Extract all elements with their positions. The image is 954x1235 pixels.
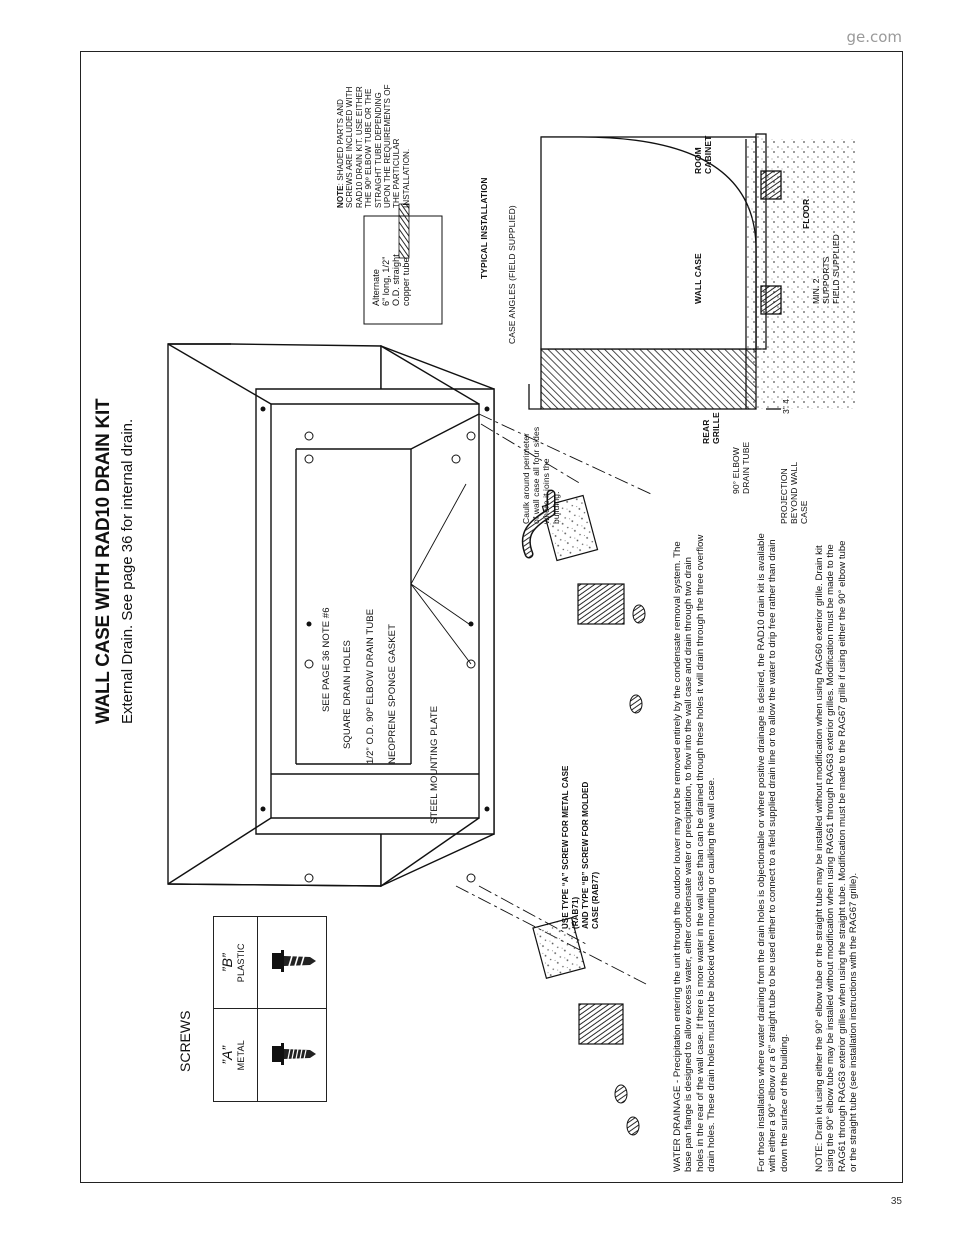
supports-label: MIN. 2 SUPPORTS FIELD SUPPLIED — [811, 234, 841, 304]
grille-note-paragraph: NOTE: Drain kit using either the 90° elbow tube or the straight tube may be installed without modification when using RAG60 exterior grille. Drain kit using the 90° elbow tube may be installed without modification when using RAG61 through RAG63 exterior grilles. Modification must be made to the RAG61 through RAG63 exterior grilles when using the straight tube. Modification must be made to the RAG67 grille if using either the 90° elbow tube or the straight tube (see installation instructions with the RAG67 grille). — [814, 540, 859, 1172]
elbow-drain-tube-label: 90° ELBOW DRAIN TUBE — [731, 441, 751, 494]
alternate-line-3: O.D. straight — [391, 254, 401, 306]
alternate-tube-note — [371, 216, 411, 306]
case-angles-label: CASE ANGLES (FIELD SUPPLIED) — [507, 205, 517, 344]
floor-label: FLOOR — [801, 198, 811, 229]
screw-a-label: ”A” — [219, 1045, 235, 1065]
drain-kit-paragraph: For those installations where water draining from the drain holes is objectionable or where positive drainage is desired, the RAD10 drain kit is available with either a 90° elbow or a 6” straight tube to be used either to connect to a field supplied drain line or to allow the water to drip free rather than drain down the surface of the building. — [756, 533, 790, 1172]
screw-type-note — [561, 759, 601, 929]
projection-dimension — [781, 399, 791, 414]
shaded-note-text: : SHADED PARTS AND SCREWS ARE INCLUDED WITH RAD10 DRAIN KIT. USE EITHER THE 90º ELBOW TUBE OR THE STRAIGHT TUBE DEPENDING UPON THE REQUIREMENTS OF THE PARTICULAR INSTALLATION. — [336, 84, 411, 208]
alternate-line-1: Alternate — [371, 269, 381, 306]
alternate-line-2: 6” long, 1/2” — [381, 256, 391, 306]
alternate-line-4: copper tube. — [401, 254, 411, 306]
page-subtitle: External Drain. See page 36 for internal drain. — [119, 418, 136, 724]
caulk-note: Caulk around perimeter of wall case all four sides where it joins the building. — [521, 426, 561, 524]
page-title: WALL CASE WITH RAD10 DRAIN KIT — [93, 398, 114, 724]
screw-a-material: METAL — [236, 1040, 246, 1071]
diagram-frame — [80, 51, 903, 1183]
screw-type-note-line-1: USE TYPE “A” SCREW FOR METAL CASE (RAB71) — [561, 765, 580, 929]
dimension-whole: 3” — [781, 406, 791, 414]
site-link[interactable]: ge.com — [846, 28, 902, 46]
rear-grille-label: REAR GRILLE — [701, 412, 721, 444]
shaded-note-label: NOTE — [336, 185, 345, 208]
elbow-tube-label: 1/2” O.D. 90º ELBOW DRAIN TUBE — [365, 608, 376, 764]
typical-installation-title: TYPICAL INSTALLATION — [479, 177, 489, 279]
dimension-fraction: 4 — [781, 398, 791, 404]
shaded-parts-note — [336, 80, 411, 208]
screws-label: SCREWS — [177, 1010, 193, 1072]
rotated-page-content — [81, 52, 903, 1183]
water-drainage-paragraph: WATER DRAINAGE - Precipitation entering the unit through the outdoor louver may not be removed entirely by the condensate removal system. The base pan flange is designed to allow excess water, either condensate water or precipitation, to flow into the wall case and drain through two drain holes in the rear of the wall case. If there is more water in the wall case than can be drained through these holes it will drain through the three overflow drain holes. These drain holes must not be blocked when mounting or caulking the wall case. — [672, 534, 717, 1172]
screw-type-note-line-2: AND TYPE “B” SCREW FOR MOLDED CASE (RAB77) — [581, 781, 600, 929]
projection-label: PROJECTION BEYOND WALL CASE — [779, 462, 809, 524]
gasket-label: NEOPRENE SPONGE GASKET — [387, 624, 398, 764]
page-number: 35 — [890, 1196, 902, 1207]
wall-case-label: WALL CASE — [693, 253, 703, 304]
mounting-plate-label: STEEL MOUNTING PLATE — [429, 705, 440, 824]
see-page-note-label: SEE PAGE 36 NOTE #6 — [321, 607, 332, 712]
screw-b-material: PLASTIC — [236, 943, 246, 983]
square-drain-holes-label: SQUARE DRAIN HOLES — [342, 640, 353, 749]
room-cabinet-label: ROOM CABINET — [693, 135, 713, 174]
screw-b-label: ”B” — [219, 953, 235, 973]
